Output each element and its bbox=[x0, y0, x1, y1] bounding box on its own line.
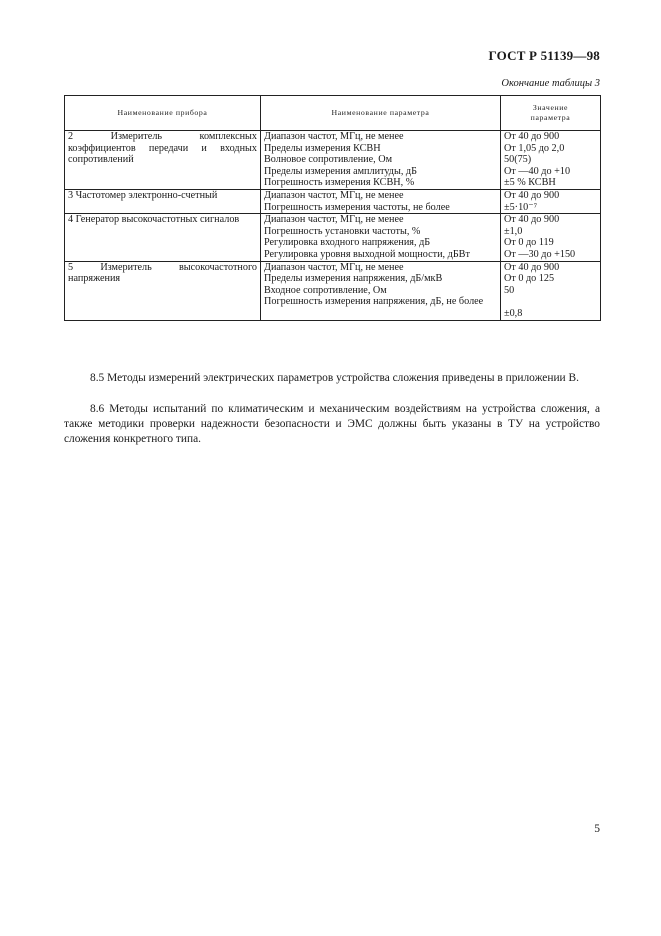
parameter: Входное сопротивление, Ом bbox=[264, 284, 387, 296]
value: От —40 до +10 bbox=[504, 165, 571, 177]
device-name: 2 Измеритель комплексных коэффициентов передачи и входных сопротивлений bbox=[65, 131, 261, 190]
table-row bbox=[65, 131, 601, 190]
value-list bbox=[501, 214, 601, 261]
specification-table bbox=[64, 95, 601, 321]
value: От 1,05 до 2,0 bbox=[504, 142, 565, 154]
parameter: Диапазон частот, МГц, не менее bbox=[264, 131, 404, 142]
parameter: Пределы измерения амплитуды, дБ bbox=[264, 165, 417, 177]
value: ±5 % КСВН bbox=[504, 177, 556, 189]
parameter: Регулировка уровня выходной мощности, дБВт bbox=[264, 248, 470, 260]
header-device: Наименование прибора bbox=[65, 96, 261, 131]
value-list bbox=[501, 261, 601, 320]
parameter-list bbox=[261, 261, 501, 320]
paragraph-8-5: 8.5 Методы измерений электрических параметров устройства сложения приведены в приложении В. bbox=[90, 372, 579, 384]
device-name: 5 Измеритель высокочастотного напряжения bbox=[65, 261, 261, 320]
table-header-row bbox=[65, 96, 601, 131]
value-list bbox=[501, 131, 601, 190]
header-value: Значение параметра bbox=[501, 96, 601, 131]
value: От 0 до 125 bbox=[504, 273, 555, 285]
parameter-list bbox=[261, 131, 501, 190]
value: 50 bbox=[504, 284, 515, 296]
value: От 40 до 900 bbox=[504, 261, 560, 273]
parameter: Диапазон частот, МГц, не менее bbox=[264, 261, 404, 273]
value: ±0,8 bbox=[504, 307, 523, 319]
parameter: Погрешность установки частоты, % bbox=[264, 225, 421, 237]
table-caption: Окончание таблицы 3 bbox=[501, 78, 600, 89]
device-name: 3 Частотомер электронно-счетный bbox=[65, 189, 261, 213]
device-name: 4 Генератор высокочастотных сигналов bbox=[65, 214, 261, 261]
value-list bbox=[501, 189, 601, 213]
parameter: Погрешность измерения КСВН, % bbox=[264, 177, 415, 189]
paragraph-8-6: 8.6 Методы испытаний по климатическим и механическим воздействиям на устройства сложения, а также методики проверки надежности безопасности и ЭМС должны быть указаны в ТУ на устройство сложения конкретного типа. bbox=[64, 403, 600, 445]
parameter: Регулировка входного напряжения, дБ bbox=[264, 237, 431, 249]
value: ±1,0 bbox=[504, 225, 523, 237]
value: От 40 до 900 bbox=[504, 214, 560, 226]
parameter: Пределы измерения КСВН bbox=[264, 142, 381, 154]
parameter: Диапазон частот, МГц, не менее bbox=[264, 214, 404, 226]
parameter-list bbox=[261, 189, 501, 213]
header-parameter: Наименование параметра bbox=[261, 96, 501, 131]
parameter: Диапазон частот, МГц, не менее bbox=[264, 189, 404, 201]
page-number: 5 bbox=[594, 823, 600, 835]
parameter-list bbox=[261, 214, 501, 261]
value: От 0 до 119 bbox=[504, 237, 554, 249]
value: ±5·10⁻⁷ bbox=[504, 201, 538, 213]
value bbox=[504, 296, 597, 308]
table-row bbox=[65, 214, 601, 261]
parameter: Погрешность измерения частоты, не более bbox=[264, 201, 450, 213]
value: От —30 до +150 bbox=[504, 248, 576, 260]
parameter: Пределы измерения напряжения, дБ/мкВ bbox=[264, 273, 443, 285]
table-row bbox=[65, 189, 601, 213]
parameter: Волновое сопротивление, Ом bbox=[264, 154, 393, 166]
parameter: Погрешность измерения напряжения, дБ, не более bbox=[264, 296, 484, 308]
value: От 40 до 900 bbox=[504, 131, 560, 142]
table-row bbox=[65, 261, 601, 320]
document-code: ГОСТ Р 51139—98 bbox=[488, 48, 600, 63]
value: От 40 до 900 bbox=[504, 189, 560, 201]
value: 50(75) bbox=[504, 154, 532, 166]
